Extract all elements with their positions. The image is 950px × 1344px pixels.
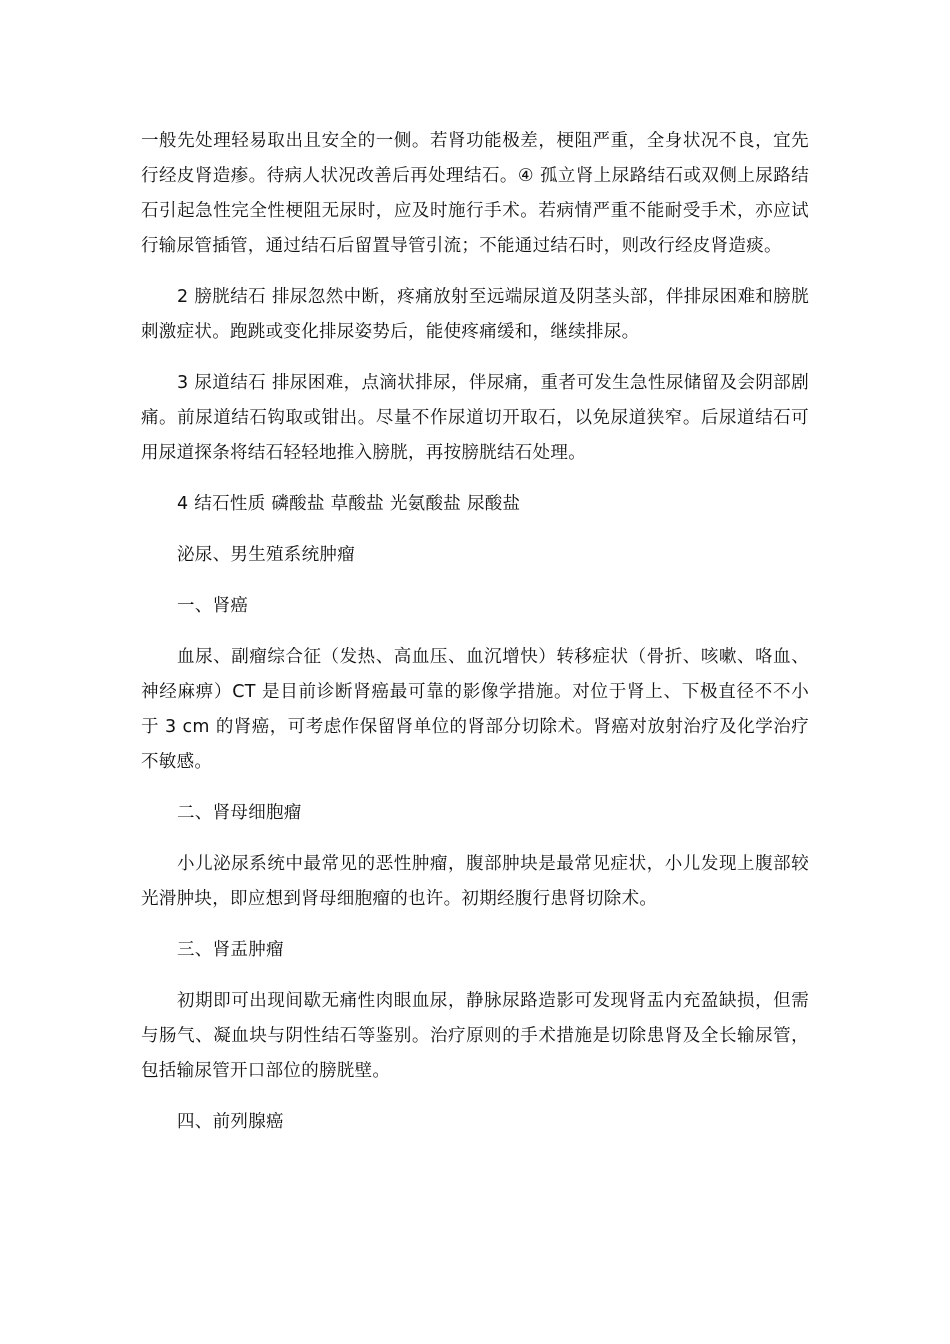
- line-stone-composition: 4 结石性质 磷酸盐 草酸盐 光氨酸盐 尿酸盐: [177, 494, 521, 514]
- paragraph-urethral-stone: 3 尿道结石 排尿困难，点滴状排尿，伴尿痛，重者可发生急性尿储留及会阴部剧痛。前尿道结石钩取或钳出。尽量不作尿道切开取石，以免尿道狭窄。后尿道结石可用尿道探条将结石轻轻地推入膀胱，再按膀胱结石处理。: [141, 373, 809, 463]
- heading-prostate-cancer: 四、前列腺癌: [177, 1112, 284, 1132]
- heading-renal-pelvis-tumor: 三、肾盂肿瘤: [177, 940, 284, 960]
- document-body: [141, 124, 809, 1156]
- section-title-urogenital-tumors: 泌尿、男生殖系统肿瘤: [177, 545, 355, 565]
- paragraph-nephroblastoma: 小儿泌尿系统中最常见的恶性肿瘤，腹部肿块是最常见症状，小儿发现上腹部较光滑肿块，即应想到肾母细胞瘤的也许。初期经腹行患肾切除术。: [141, 854, 809, 909]
- paragraph-renal-pelvis-tumor: 初期即可出现间歇无痛性肉眼血尿，静脉尿路造影可发现肾盂内充盈缺损，但需与肠气、凝血块与阴性结石等鉴别。治疗原则的手术措施是切除患肾及全长输尿管，包括输尿管开口部位的膀胱壁。: [141, 991, 809, 1081]
- heading-renal-cell-carcinoma: 一、肾癌: [177, 596, 249, 616]
- paragraph-bladder-stone: 2 膀胱结石 排尿忽然中断，疼痛放射至远端尿道及阴茎头部，伴排尿困难和膀胱刺激症状。跑跳或变化排尿姿势后，能使疼痛缓和，继续排尿。: [141, 287, 809, 342]
- paragraph-renal-cell-carcinoma: 血尿、副瘤综合征（发热、高血压、血沉增快）转移症状（骨折、咳嗽、咯血、神经麻痹）CT 是目前诊断肾癌最可靠的影像学措施。对位于肾上、下极直径不不小于 3 cm 的肾癌，可考虑作保留肾单位的肾部分切除术。肾癌对放射治疗及化学治疗不敏感。: [141, 647, 809, 772]
- paragraph-kidney-stone-treatment: 一般先处理轻易取出且安全的一侧。若肾功能极差，梗阻严重，全身状况不良，宜先行经皮肾造瘆。待病人状况改善后再处理结石。④ 孤立肾上尿路结石或双侧上尿路结石引起急性完全性梗阻无尿时，应及时施行手术。若病情严重不能耐受手术，亦应试行输尿管插管，通过结石后留置导管引流；不能通过结石时，则改行经皮肾造痰。: [141, 131, 809, 256]
- heading-nephroblastoma: 二、肾母细胞瘤: [177, 803, 302, 823]
